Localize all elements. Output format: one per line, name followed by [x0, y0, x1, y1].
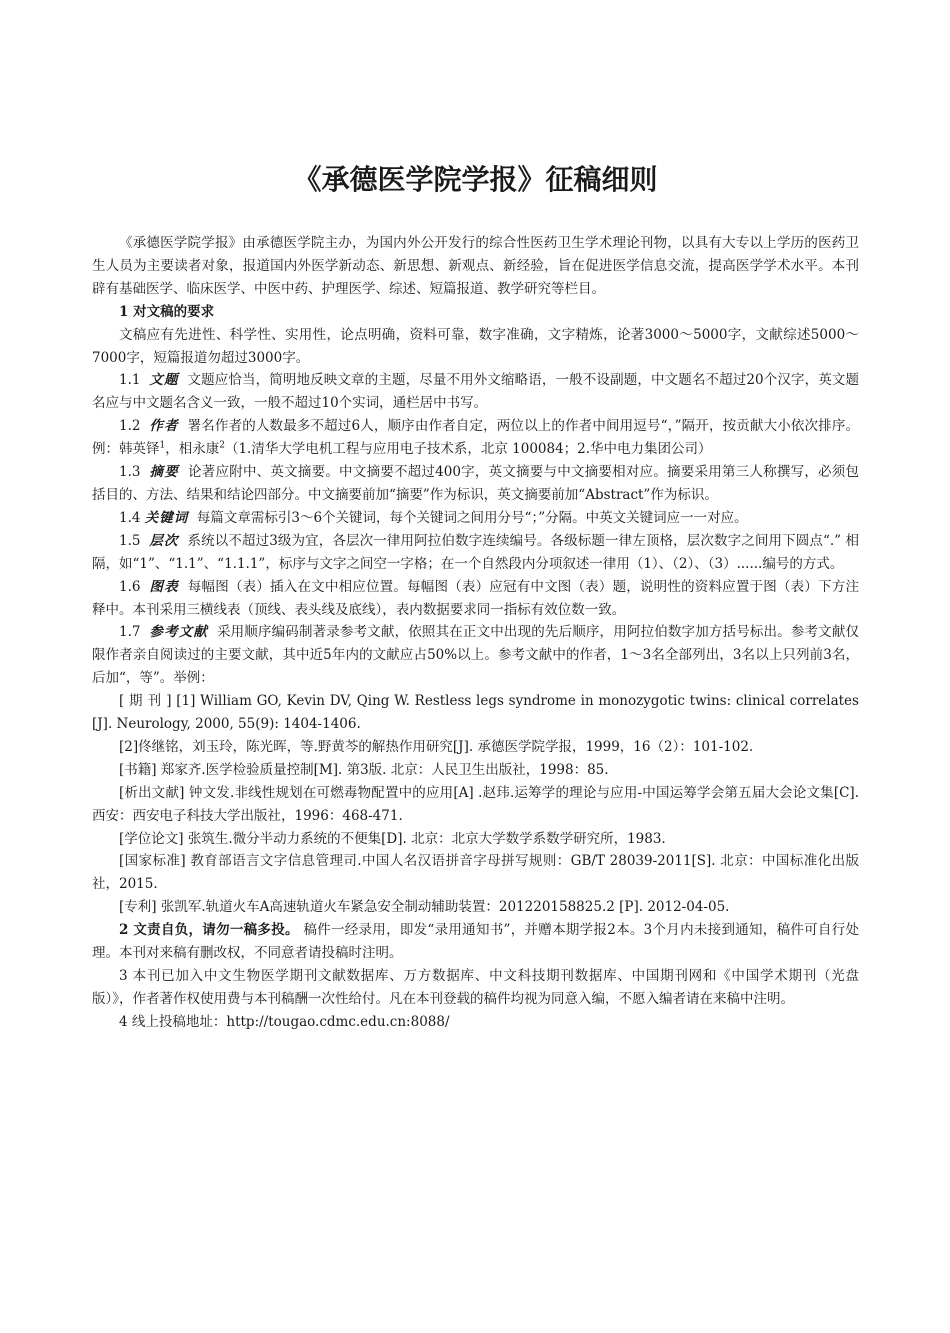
section-1-6 — [92, 576, 859, 622]
section-text: 采用顺序编码制著录参考文献，依照其在正文中出现的先后顺序，用阿拉伯数字加方括号标出。参考文献仅限作者亲自阅读过的主要文献，其中近5年内的文献应占50%以上。参考文献中的作者，1～3名全部列出，3名以上只列前3名，后加“，等”。举例： — [92, 624, 860, 687]
section-keyword: 图表 — [149, 578, 179, 595]
section-1-4 — [92, 507, 859, 530]
section-2-heading: 2 文责自负，请勿一稿多投。 — [119, 922, 299, 939]
section-keyword: 摘要 — [149, 464, 179, 481]
page-title: 《承德医学院学报》征稿细则 — [293, 163, 658, 196]
section-1-7 — [92, 621, 859, 690]
reference-type-tag: [专利] — [119, 899, 157, 916]
section-text: ，相永康 — [165, 441, 220, 458]
section-4-submission-url: 4 线上投稿地址：http://tougao.cdmc.edu.cn:8088/ — [119, 1013, 450, 1030]
section-1-3 — [92, 461, 859, 507]
reference-example — [92, 736, 859, 759]
section-1-1 — [92, 369, 859, 415]
section-text: 署名作者的人数最多不超过6人，顺序由作者自定，两位以上的作者中间用逗号“，”隔开，按贡献大小依次排序。例：韩英铎 — [92, 418, 859, 458]
section-keyword: 参考文献 — [149, 624, 209, 641]
reference-example — [92, 782, 859, 828]
reference-type-tag: [析出文献] — [119, 784, 185, 801]
intro-paragraph: 《承德医学院学报》由承德医学院主办，为国内外公开发行的综合性医药卫生学术理论刊物，以具有大专以上学历的医药卫生人员为主要读者对象，报道国内外医学新动态、新思想、新观点、新经验，旨在促进医学信息交流，提高医学学术水平。本刊辟有基础医学、临床医学、中医中药、护理医学、综述、短篇报道、教学研究等栏目。 — [92, 235, 859, 297]
reference-type-tag: [学位论文] — [119, 830, 184, 847]
document-body — [92, 232, 859, 1034]
section-text: 系统以不超过3级为宜，各层次一律用阿拉伯数字连续编号。各级标题一律左顶格，层次数字之间用下圆点“.” 相隔，如“1”、“1.1”、“1.1.1”，标序与文字之间空一字格；在一个自然段内分项叙述一律用（1）、（2）、（3）......编号的方式。 — [92, 532, 859, 572]
section-keyword: 作者 — [149, 418, 179, 435]
reference-example — [92, 690, 859, 736]
reference-text: 郑家齐.医学检验质量控制[M]. 第3版. 北京：人民卫生出版社，1998：85. — [156, 761, 609, 778]
section-text: 论著应附中、英文摘要。中文摘要不超过400字，英文摘要与中文摘要相对应。摘要采用第三人称撰写，必须包括目的、方法、结果和结论四部分。中文摘要前加“摘要”作为标识，英文摘要前加“Abstract”作为标识。 — [92, 464, 859, 503]
section-keyword: 文题 — [149, 372, 179, 389]
section-1-2 — [92, 415, 859, 461]
section-keyword: 关键词 — [144, 509, 189, 526]
section-text: （1.清华大学电机工程与应用电子技术系，北京 100084；2.华中电力集团公司） — [224, 441, 712, 458]
reference-type-tag: [ 期 刊 ] — [119, 693, 172, 710]
section-text: 文题应恰当，简明地反映文章的主题，尽量不用外文缩略语，一般不设副题，中文题名不超过20个汉字，英文题名应与中文题名含义一致，一般不超过10个实词，通栏居中书写。 — [92, 372, 859, 412]
reference-example — [92, 850, 859, 896]
reference-text: 教育部语言文字信息管理司.中国人名汉语拼音字母拼写规则：GB/T 28039-2011[S]. 北京：中国标准化出版社，2015. — [92, 853, 859, 893]
section-number: 1.6 — [119, 578, 141, 595]
section-1-5 — [92, 530, 859, 576]
reference-text: 张筑生.微分半动力系统的不便集[D]. 北京：北京大学数学系数学研究所，1983. — [183, 830, 666, 847]
section-number: 1.1 — [119, 372, 141, 389]
affiliation-superscript: 2 — [219, 440, 225, 451]
section-1-text: 文稿应有先进性、科学性、实用性，论点明确，资料可靠，数字准确，文字精炼，论著3000～5000字，文献综述5000～7000字，短篇报道勿超过3000字。 — [92, 326, 859, 366]
reference-example — [92, 896, 859, 919]
section-1-heading: 1 对文稿的要求 — [119, 303, 215, 320]
reference-type-tag: [国家标准] — [119, 853, 186, 870]
reference-text: [2]佟继铭，刘玉玲，陈光晖，等.野黄芩的解热作用研究[J]. 承德医学院学报，1999，16（2）：101-102. — [119, 738, 754, 755]
section-2 — [92, 919, 859, 965]
section-number: 1.3 — [119, 464, 141, 481]
reference-example — [92, 828, 859, 851]
reference-text: [1] William GO, Kevin DV, Qing W. Restless legs syndrome in monozygotic twins: clinical correlates [J]. Neurology, 2000, 55(9): 1404-1406. — [92, 693, 859, 733]
section-number: 1.4 — [119, 509, 141, 526]
section-number: 1.2 — [119, 418, 141, 435]
reference-text: 张凯军.轨道火车A高速轨道火车紧急安全制动辅助装置：201220158825.2 [P]. 2012-04-05. — [156, 899, 730, 916]
reference-text: 钟文发.非线性规划在可燃毒物配置中的应用[A] .赵玮.运筹学的理论与应用-中国运筹学会第五届大会论文集[C].西安：西安电子科技大学出版社，1996：468-471. — [92, 784, 859, 824]
section-number: 1.7 — [119, 624, 141, 641]
reference-example — [92, 759, 859, 782]
affiliation-superscript: 1 — [159, 440, 166, 451]
section-2-text: 稿件一经录用，即发“录用通知书”，并赠本期学报2本。3个月内未接到通知，稿件可自行处理。本刊对来稿有删改权，不同意者请投稿时注明。 — [92, 922, 860, 962]
section-3: 3 本刊已加入中文生物医学期刊文献数据库、万方数据库、中文科技期刊数据库、中国期刊网和《中国学术期刊（光盘版）》，作者著作权使用费与本刊稿酬一次性给付。凡在本刊登载的稿件均视为同意入编，不愿入编者请在来稿中注明。 — [92, 968, 859, 1007]
document-page — [92, 0, 859, 1034]
section-text: 每篇文章需标引3～6个关键词，每个关键词之间用分号“；”分隔。中英文关键词应一一对应。 — [196, 509, 748, 526]
section-number: 1.5 — [119, 532, 141, 549]
section-keyword: 层次 — [149, 532, 179, 549]
section-text: 每幅图（表）插入在文中相应位置。每幅图（表）应冠有中文图（表）题，说明性的资料应置于图（表）下方注释中。本刊采用三横线表（顶线、表头线及底线），表内数据要求同一指标有效位数一致。 — [92, 578, 859, 618]
reference-type-tag: [书籍] — [119, 761, 157, 778]
